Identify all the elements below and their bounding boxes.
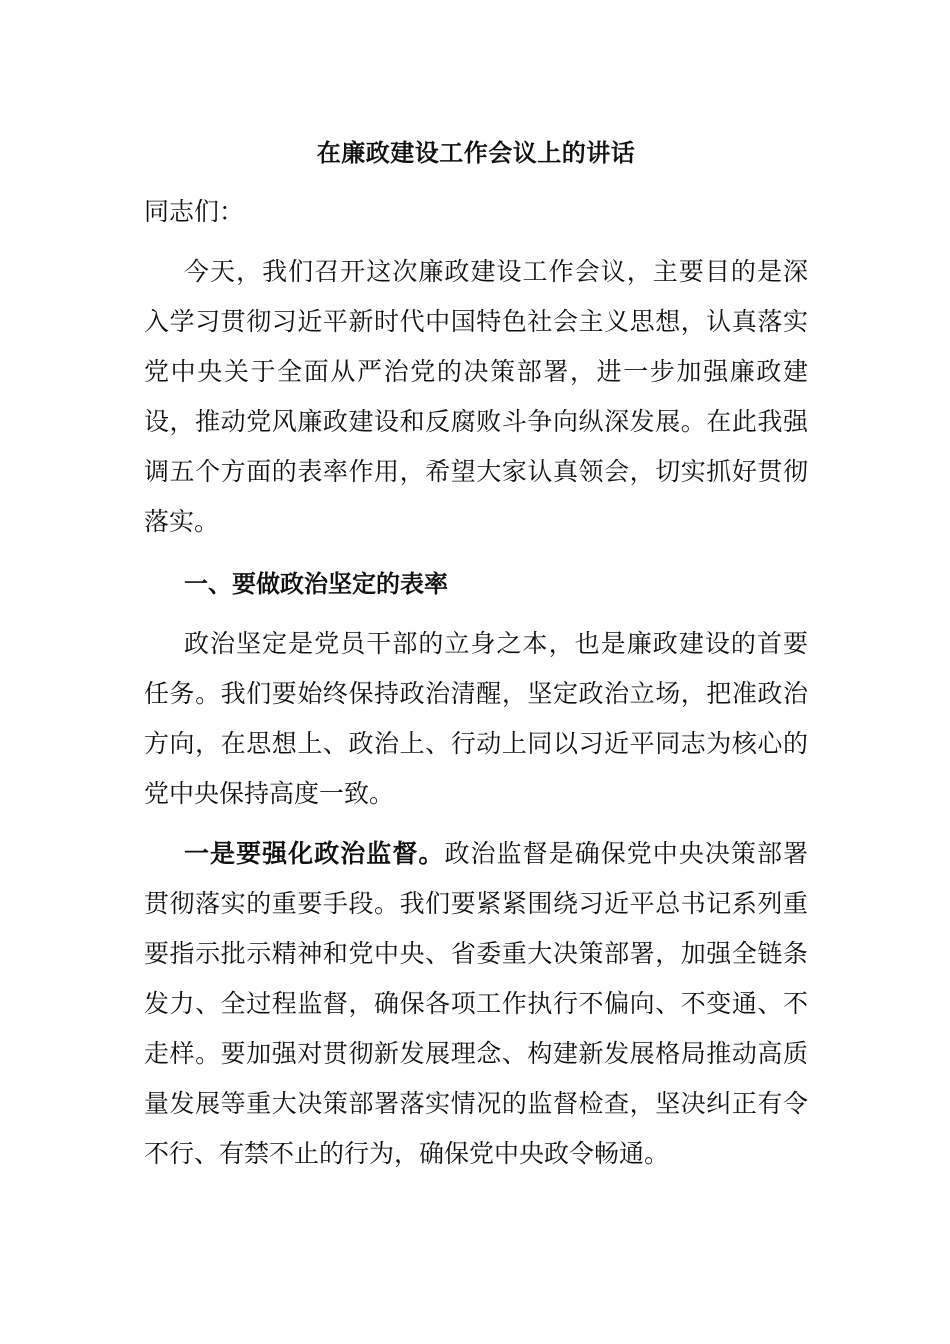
point-1-body: 政治监督是确保党中央决策部署贯彻落实的重要手段。我们要紧紧围绕习近平总书记系列重要指示批示精神和党中央、省委重大决策部署，加强全链条发力、全过程监督，确保各项工作执行不偏向、不变通、不走样。要加强对贯彻新发展理念、构建新发展格局推动高质量发展等重大决策部署落实情况的监督检查，坚决纠正有令不行、有禁不止的行为，确保党中央政令畅通。 [144,839,808,1168]
greeting: 同志们： [144,197,245,226]
section-1-paragraph: 政治坚定是党员干部的立身之本，也是廉政建设的首要任务。我们要始终保持政治清醒，坚定政治立场，把准政治方向，在思想上、政治上、行动上同以习近平同志为核心的党中央保持高度一致。 [144,629,808,808]
section-heading-1: 一、要做政治坚定的表率 [184,570,448,598]
document-body [144,128,808,1179]
point-1-paragraph [144,829,808,1179]
point-1-lead: 一是要强化政治监督。 [184,839,445,868]
intro-paragraph: 今天，我们召开这次廉政建设工作会议，主要目的是深入学习贯彻习近平新时代中国特色社会主义思想，认真落实党中央关于全面从严治党的决策部署，进一步加强廉政建设，推动党风廉政建设和反腐败斗争向纵深发展。在此我强调五个方面的表率作用，希望大家认真领会，切实抓好贯彻落实。 [144,257,808,536]
document-title: 在廉政建设工作会议上的讲话 [316,139,636,167]
